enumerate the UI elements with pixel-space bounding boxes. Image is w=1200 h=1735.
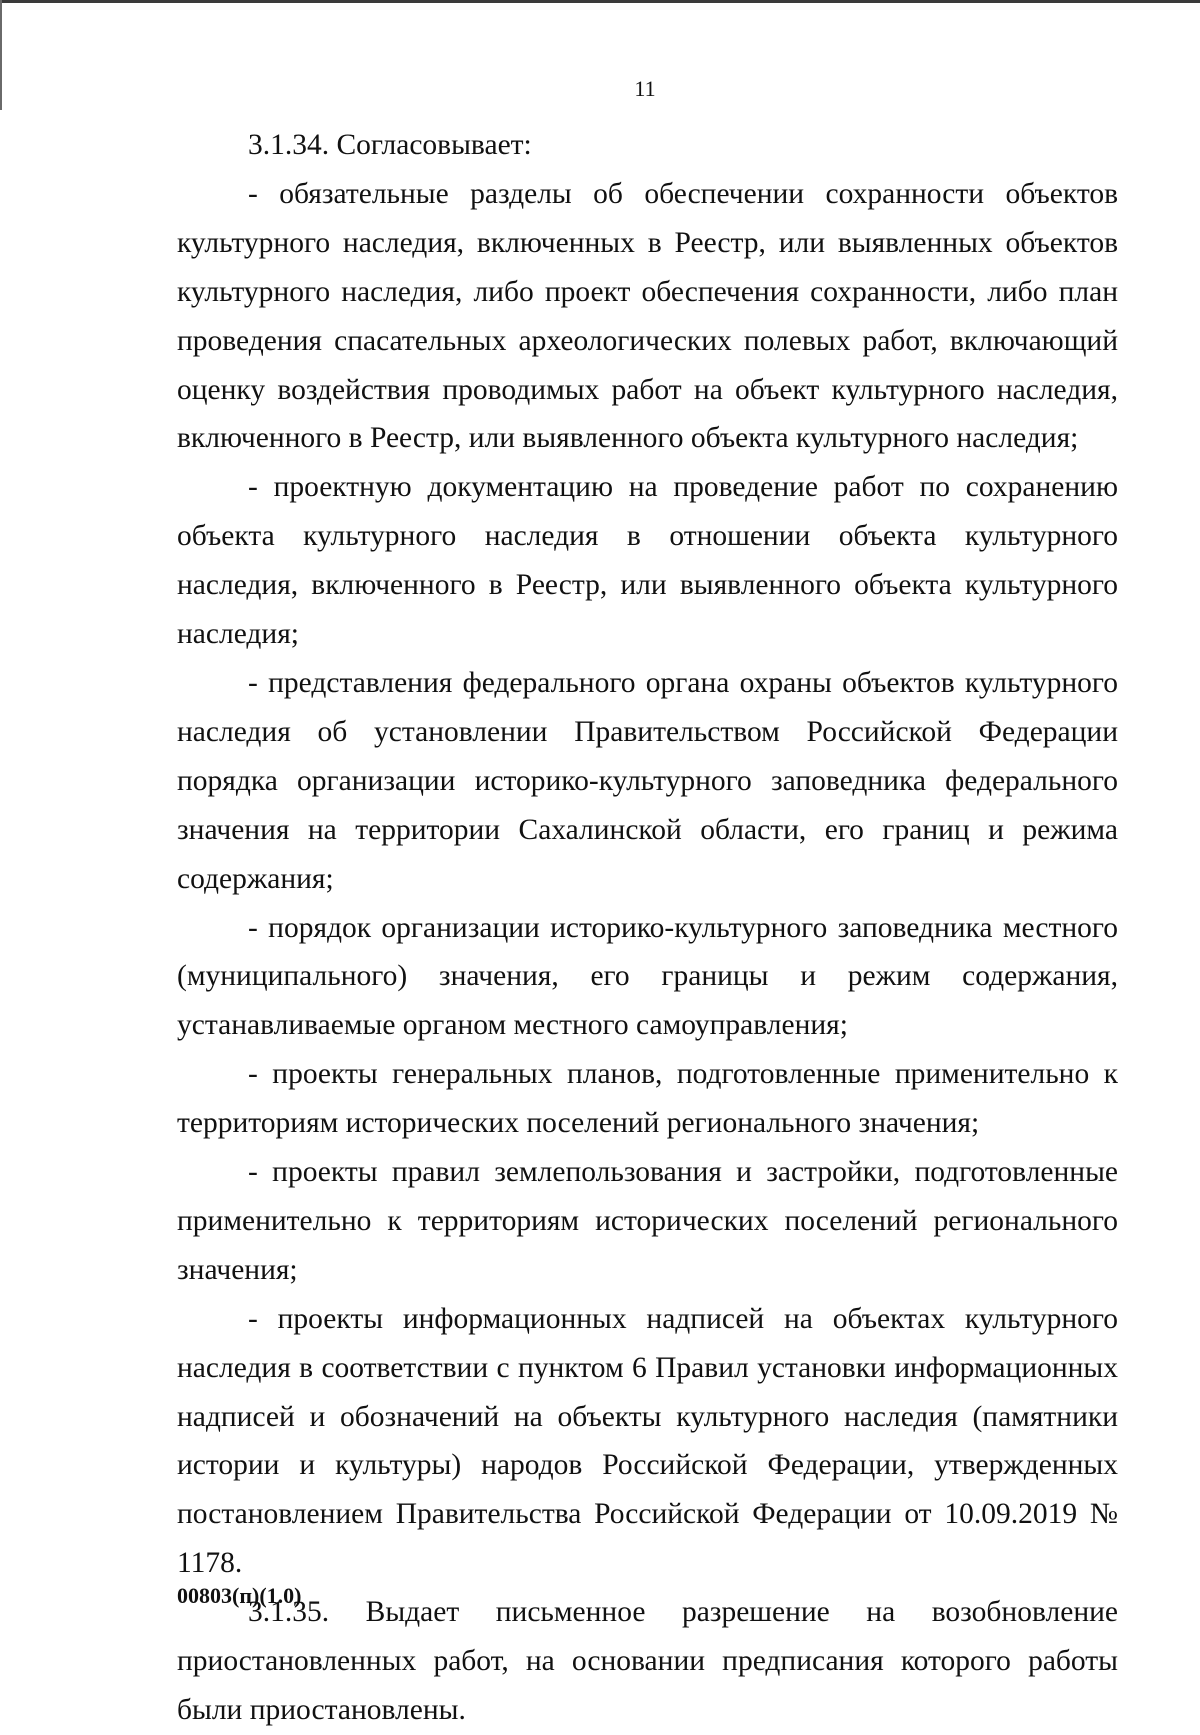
- section-3-1-34-heading: 3.1.34. Согласовывает:: [248, 129, 532, 161]
- item-local-reserve-order: - порядок организации историко-культурного заповедника местного (муниципального) значения, его границы и режим содержания, устанавливаемые органом местного самоуправления;: [177, 911, 1118, 1042]
- section-3-1-35: 3.1.35. Выдает письменное разрешение на возобновление приостановленных работ, на основании предписания которого работы были приостановлены.: [177, 1596, 1118, 1726]
- item-project-documentation: - проектную документацию на проведение работ по сохранению объекта культурного наследия в отношении объекта культурного наследия, включенного в Реестр, или выявленного объекта культурного наследия;: [177, 471, 1118, 651]
- item-information-inscriptions: - проекты информационных надписей на объектах культурного наследия в соответствии с пунктом 6 Правил установки информационных надписей и обозначений на объекты культурного наследия (памятники истории и культуры) народов Российской Федерации, утвержденных постановлением Правительства Российской Федерации от 10.09.2019 № 1178.: [177, 1302, 1118, 1580]
- scan-top-edge: [0, 0, 1200, 3]
- document-body: [177, 121, 1118, 1735]
- item-land-use-rules: - проекты правил землепользования и застройки, подготовленные применительно к территориям исторических поселений регионального значения;: [177, 1156, 1118, 1286]
- item-mandatory-sections: - обязательные разделы об обеспечении сохранности объектов культурного наследия, включенных в Реестр, или выявленных объектов культурного наследия, либо проект обеспечения сохранности, либо план проведения спасательных археологических полевых работ, включающий оценку воздействия проводимых работ на объект культурного наследия, включенного в Реестр, или выявленного объекта культурного наследия;: [177, 177, 1118, 455]
- item-general-plans: - проекты генеральных планов, подготовленные применительно к территориям исторических поселений регионального значения;: [177, 1058, 1118, 1140]
- item-federal-reserve-submissions: - представления федерального органа охраны объектов культурного наследия об установлении Правительством Российской Федерации порядка организации историко-культурного заповедника федерального значения на территории Сахалинской области, его границ и режима содержания;: [177, 666, 1118, 895]
- document-code: 00803(п)(1.0): [177, 1583, 302, 1608]
- page-number: 11: [634, 76, 656, 101]
